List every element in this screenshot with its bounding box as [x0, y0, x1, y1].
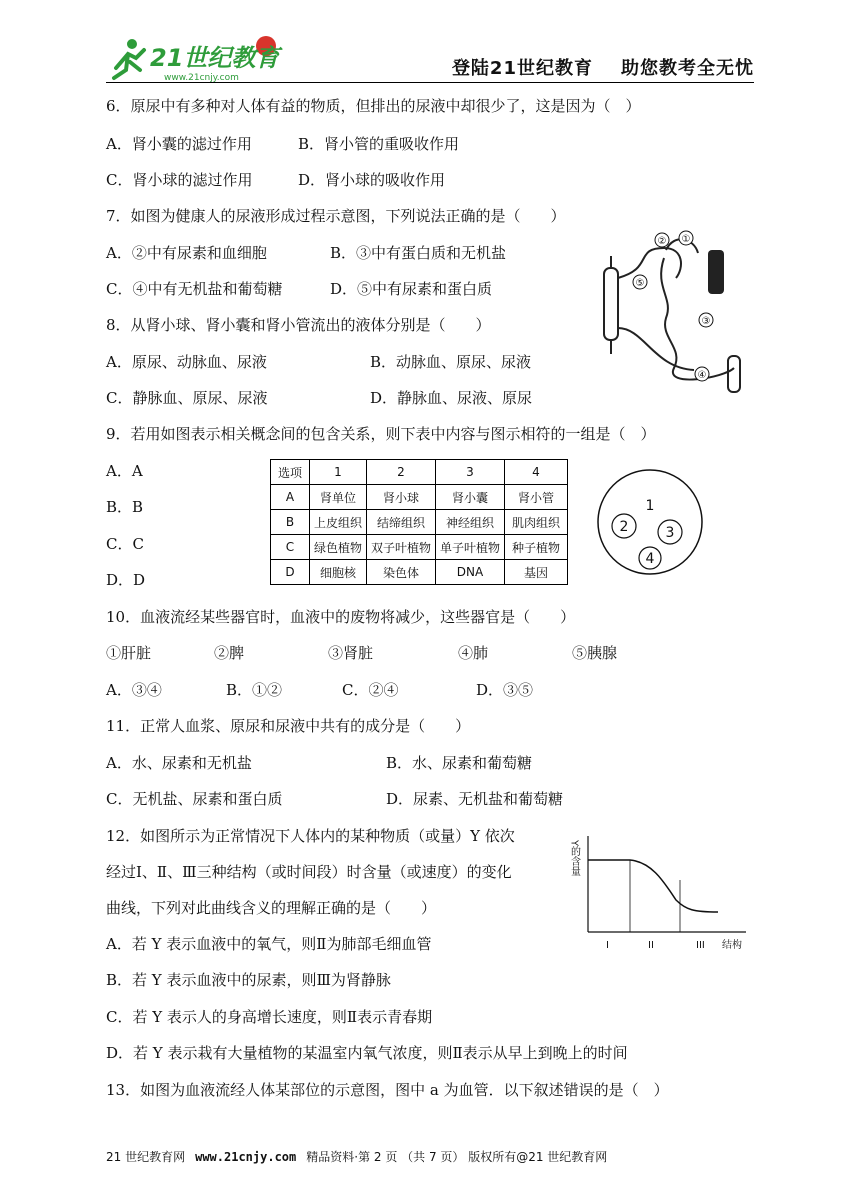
q9-table-header [271, 460, 568, 485]
q7-stem: 7．如图为健康人的尿液形成过程示意图，下列说法正确的是（ ） [106, 207, 566, 225]
table-cell: 肌肉组织 [505, 510, 568, 535]
header-slogan-1: 登陆21世纪教育 [451, 58, 593, 79]
q7-option-a: A．②中有尿素和血细胞 [106, 244, 267, 262]
q12-curve [588, 860, 718, 912]
q10-option-d: D．③⑤ [476, 681, 534, 699]
q12-option-b: B．若 Y 表示血液中的尿素，则Ⅲ为肾静脉 [106, 971, 391, 989]
table-cell: 基因 [505, 560, 568, 585]
q11-option-b: B．水、尿素和葡萄糖 [386, 754, 533, 772]
page-footer [106, 1148, 607, 1165]
nephron-label-2: ② [657, 236, 667, 247]
table-cell: 细胞核 [310, 560, 367, 585]
table-cell: 结缔组织 [367, 510, 436, 535]
q8-option-b: B．动脉血、原尿、尿液 [370, 353, 532, 371]
table-cell: 肾小囊 [436, 485, 505, 510]
table-cell: 种子植物 [505, 535, 568, 560]
table-row [271, 510, 568, 535]
table-cell: 肾单位 [310, 485, 367, 510]
q10-option-a: A．③④ [106, 681, 162, 699]
q12-option-a: A．若 Y 表示血液中的氧气，则Ⅱ为肺部毛细血管 [106, 935, 432, 953]
q12-curve-chart [560, 826, 760, 956]
q8-option-a: A．原尿、动脉血、尿液 [106, 353, 267, 371]
q10-organ-1: ①肝脏 [106, 644, 152, 662]
q9-table-header-cell: 3 [436, 460, 505, 485]
q7-option-c: C．④中有无机盐和葡萄糖 [106, 280, 283, 298]
q9-table-header-cell: 4 [505, 460, 568, 485]
q12-option-c: C．若 Y 表示人的身高增长速度，则Ⅱ表示青春期 [106, 1008, 433, 1026]
table-row [271, 560, 568, 585]
site-logo [106, 30, 306, 84]
runner-icon [114, 39, 144, 78]
q10-option-b: B．①② [226, 681, 283, 699]
table-cell: DNA [436, 560, 505, 585]
table-cell: 单子叶植物 [436, 535, 505, 560]
header-divider [106, 82, 754, 83]
circle-label-1: 1 [645, 498, 655, 514]
q10-organ-5: ⑤胰腺 [572, 644, 618, 662]
q9-table-header-cell: 选项 [271, 460, 310, 485]
q12-stem-line2: 经过Ⅰ、Ⅱ、Ⅲ三种结构（或时间段）时含量（或速度）的变化 [106, 863, 512, 881]
circle-label-3: 3 [665, 525, 675, 541]
q6-option-a: A．肾小囊的滤过作用 [106, 135, 252, 153]
q7-option-d: D．⑤中有尿素和蛋白质 [330, 280, 493, 298]
q6-stem: 6．原尿中有多种对人体有益的物质，但排出的尿液中却很少了，这是因为（ ） [106, 97, 641, 115]
q12-xlabel: 结构 [722, 940, 742, 951]
q12-tick-2: II [648, 940, 654, 951]
table-cell: 上皮组织 [310, 510, 367, 535]
q9-concept-circles [594, 466, 706, 578]
logo-url: www.21cnjy.com [164, 73, 239, 83]
nephron-label-3: ③ [701, 316, 711, 327]
q8-option-c: C．静脉血、原尿、尿液 [106, 389, 268, 407]
q12-ylabel: Y的含量 [568, 840, 580, 877]
q12-stem-line1: 12．如图所示为正常情况下人体内的某种物质（或量）Y 依次 [106, 827, 515, 845]
table-cell: 肾小球 [367, 485, 436, 510]
table-cell: 染色体 [367, 560, 436, 585]
q9-table-header-cell: 2 [367, 460, 436, 485]
circle-label-4: 4 [645, 551, 655, 567]
q9-table [270, 459, 568, 585]
header-slogan-2: 助您教考全无忧 [621, 58, 754, 79]
footer-site: 21 世纪教育网 [106, 1150, 186, 1164]
nephron-diagram [594, 228, 754, 398]
q10-stem: 10．血液流经某些器官时，血液中的废物将减少，这些器官是（ ） [106, 608, 576, 626]
q9-stem: 9．若用如图表示相关概念间的包含关系，则下表中内容与图示相符的一组是（ ） [106, 425, 656, 443]
q11-option-a: A．水、尿素和无机盐 [106, 754, 252, 772]
q12-tick-1: I [606, 940, 609, 951]
q9-option-b: B．B [106, 498, 144, 516]
circle-label-2: 2 [619, 519, 629, 535]
q10-option-c: C．②④ [342, 681, 399, 699]
q9-option-c: C．C [106, 535, 144, 553]
q6-option-b: B．肾小管的重吸收作用 [298, 135, 460, 153]
q9-option-d: D．D [106, 571, 146, 589]
q12-tick-3: III [696, 940, 705, 951]
q6-option-c: C．肾小球的滤过作用 [106, 171, 253, 189]
logo-text: 21世纪教育 [150, 44, 280, 72]
q10-organ-4: ④肺 [458, 644, 489, 662]
table-cell: 双子叶植物 [367, 535, 436, 560]
q12-option-d: D．若 Y 表示栽有大量植物的某温室内氧气浓度，则Ⅱ表示从早上到晚上的时间 [106, 1044, 628, 1062]
q11-stem: 11．正常人血浆、原尿和尿液中共有的成分是（ ） [106, 717, 471, 735]
table-cell: C [271, 535, 310, 560]
q10-organ-3: ③肾脏 [328, 644, 374, 662]
nephron-label-5: ⑤ [635, 278, 645, 289]
q9-table-header-cell: 1 [310, 460, 367, 485]
q12-stem-line3: 曲线，下列对此曲线含义的理解正确的是（ ） [106, 899, 437, 917]
q7-option-b: B．③中有蛋白质和无机盐 [330, 244, 507, 262]
q9-option-a: A．A [106, 462, 143, 480]
q6-option-d: D．肾小球的吸收作用 [298, 171, 446, 189]
table-cell: 肾小管 [505, 485, 568, 510]
header-slogan [424, 54, 754, 80]
table-cell: 绿色植物 [310, 535, 367, 560]
table-cell: D [271, 560, 310, 585]
footer-url: www.21cnjy.com [195, 1150, 297, 1164]
table-cell: 神经组织 [436, 510, 505, 535]
table-cell: B [271, 510, 310, 535]
table-row [271, 535, 568, 560]
q8-stem: 8．从肾小球、肾小囊和肾小管流出的液体分别是（ ） [106, 316, 491, 334]
table-cell: A [271, 485, 310, 510]
q8-option-d: D．静脉血、尿液、原尿 [370, 389, 533, 407]
q13-stem: 13．如图为血液流经人体某部位的示意图，图中 a 为血管．以下叙述错误的是（ ） [106, 1081, 669, 1099]
q11-option-c: C．无机盐、尿素和蛋白质 [106, 790, 283, 808]
nephron-label-1: ① [681, 234, 691, 245]
footer-page-info: 精品资料·第 2 页 （共 7 页） 版权所有@21 世纪教育网 [306, 1150, 608, 1164]
table-row [271, 485, 568, 510]
q11-option-d: D．尿素、无机盐和葡萄糖 [386, 790, 564, 808]
q10-organ-2: ②脾 [214, 644, 245, 662]
nephron-label-4: ④ [697, 370, 707, 381]
